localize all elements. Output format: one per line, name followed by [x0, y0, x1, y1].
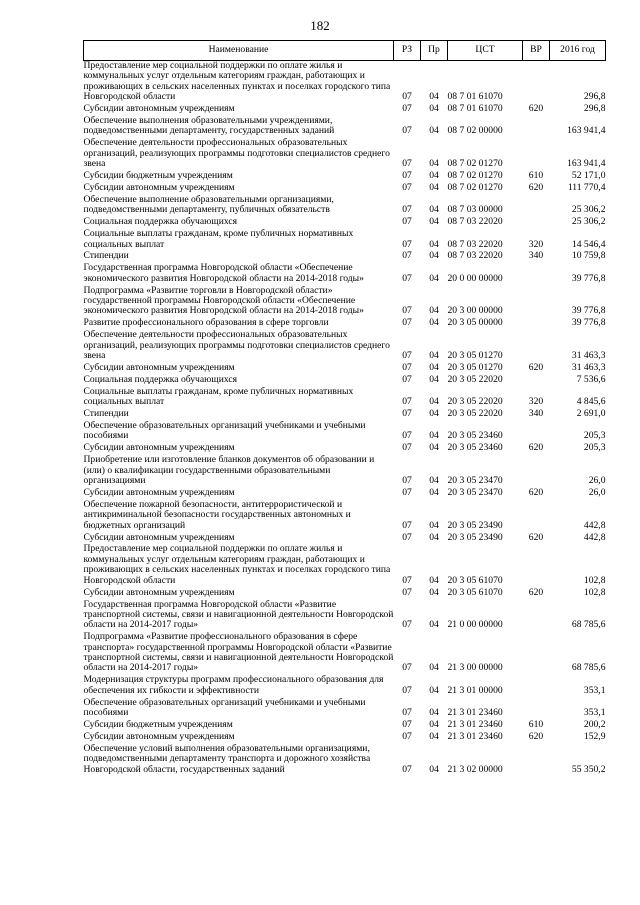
row-pr: 04: [429, 475, 439, 487]
row-amount: 26,0: [588, 486, 606, 498]
row-vr: 620: [528, 361, 544, 373]
row-rz: 07: [402, 158, 412, 170]
row-pr: 04: [429, 718, 439, 730]
row-amount: 296,8: [583, 91, 606, 103]
row-amount: 39 776,8: [571, 317, 606, 329]
row-name: Социальные выплаты гражданам, кроме публичных нормативных социальных выплат: [83, 385, 354, 408]
row-vr: 620: [528, 486, 544, 498]
budget-table: [83, 40, 606, 777]
row-name: Обеспечение пожарной безопасности, антитеррористической и антикриминальной безопасности государственных автономных и бюджетных организаций: [83, 498, 351, 531]
row-pr: 04: [429, 103, 439, 115]
row-vr: 320: [528, 396, 544, 408]
row-rz: 07: [402, 103, 412, 115]
row-name: Предоставление мер социальной поддержки по оплате жилья и коммунальных услуг отдельным категориям граждан, работающих и проживающих в сельских населенных пунктах и поселках городского типа Новгородской области: [83, 543, 391, 586]
row-amount: 296,8: [583, 103, 606, 115]
row-amount: 353,1: [583, 684, 606, 696]
row-cst: 20 3 05 22020: [447, 373, 503, 385]
table-row: [84, 732, 606, 744]
row-rz: 07: [402, 475, 412, 487]
row-rz: 07: [402, 684, 412, 696]
row-amount: 14 546,4: [571, 238, 606, 250]
row-amount: 442,8: [583, 519, 606, 531]
row-vr: [523, 138, 550, 171]
row-name: Приобретение или изготовление бланков документов об образовании и (или) о квалификации государственными образовательными организациями: [83, 454, 375, 487]
row-name: Субсидии автономным учреждениям: [83, 531, 235, 543]
row-cst: 20 3 05 23470: [447, 486, 503, 498]
row-cst: 20 3 05 61070: [447, 574, 503, 586]
row-name: Предоставление мер социальной поддержки по оплате жилья и коммунальных услуг отдельным категориям граждан, работающих и проживающих в сельских населенных пунктах и поселках городского типа Новгородской области: [83, 60, 391, 103]
row-amount: 31 463,3: [571, 350, 606, 362]
row-vr: [523, 455, 550, 488]
row-amount: 68 785,6: [571, 619, 606, 631]
row-cst: 21 3 01 00000: [447, 684, 503, 696]
row-pr: 04: [429, 486, 439, 498]
row-name: Социальная поддержка обучающихся: [83, 373, 238, 385]
row-name: Обеспечение деятельности профессиональных образовательных организаций, реализующих программы подготовки специалистов среднего звена: [83, 329, 390, 362]
row-pr: 04: [429, 170, 439, 182]
row-amount: 2 691,0: [576, 408, 606, 420]
row-cst: 08 7 01 61070: [447, 91, 503, 103]
row-amount: 442,8: [583, 531, 606, 543]
row-vr: 610: [528, 170, 544, 182]
row-vr: [523, 375, 550, 387]
row-rz: 07: [402, 373, 412, 385]
row-vr: [523, 286, 550, 319]
row-name: Субсидии автономным учреждениям: [83, 103, 235, 115]
row-cst: 08 7 03 22020: [447, 216, 503, 228]
table-row: [84, 286, 606, 319]
row-rz: 07: [402, 396, 412, 408]
row-amount: 163 941,4: [567, 125, 606, 137]
row-rz: 07: [402, 170, 412, 182]
row-vr: 620: [528, 442, 544, 454]
table-row: [84, 455, 606, 488]
row-pr: 04: [429, 272, 439, 284]
row-vr: [523, 318, 550, 330]
row-cst: 21 3 01 23460: [447, 730, 503, 742]
row-pr: 04: [429, 250, 439, 262]
table-row: [84, 600, 606, 633]
row-cst: 21 3 02 00000: [447, 763, 503, 775]
row-vr: [523, 263, 550, 285]
row-rz: 07: [402, 250, 412, 262]
row-rz: 07: [402, 361, 412, 373]
row-vr: [523, 675, 550, 697]
row-name: Социальные выплаты гражданам, кроме публичных нормативных социальных выплат: [83, 228, 354, 250]
row-rz: 07: [402, 125, 412, 137]
row-amount: 163 941,4: [567, 158, 606, 170]
row-name: Обеспечение выполнение образовательными организациями, подведомственными департаменту, публичных обязательств: [83, 193, 334, 216]
row-rz: 07: [402, 707, 412, 719]
row-cst: 20 3 05 22020: [447, 396, 503, 408]
row-amount: 31 463,3: [571, 361, 606, 373]
table-header-row: [84, 41, 606, 61]
row-name: Субсидии бюджетным учреждениям: [83, 170, 233, 182]
row-rz: 07: [402, 519, 412, 531]
column-header-cst: ЦСТ: [448, 41, 523, 61]
column-header-rz: РЗ: [394, 41, 421, 61]
row-pr: 04: [429, 763, 439, 775]
row-cst: 08 7 01 61070: [447, 103, 503, 115]
row-vr: [523, 500, 550, 533]
row-vr: 340: [528, 250, 544, 262]
row-amount: 102,8: [583, 574, 606, 586]
row-pr: 04: [429, 519, 439, 531]
row-name: Субсидии автономным учреждениям: [83, 730, 235, 742]
row-name: Социальная поддержка обучающихся: [83, 216, 238, 228]
row-name: Обеспечение образовательных организаций учебниками и учебными пособиями: [83, 696, 366, 719]
row-vr: 610: [528, 718, 544, 730]
row-name: Стипендии: [83, 250, 129, 262]
row-cst: 20 3 05 22020: [447, 408, 503, 420]
row-vr: 320: [528, 238, 544, 250]
row-pr: 04: [429, 373, 439, 385]
row-name: Субсидии бюджетным учреждениям: [83, 718, 233, 730]
row-cst: 20 3 05 23460: [447, 430, 503, 442]
row-rz: 07: [402, 408, 412, 420]
row-vr: 620: [528, 586, 544, 598]
row-vr: [523, 632, 550, 675]
row-name: Субсидии автономным учреждениям: [83, 486, 235, 498]
row-rz: 07: [402, 181, 412, 193]
row-pr: 04: [429, 396, 439, 408]
row-amount: 4 845,6: [576, 396, 606, 408]
row-rz: 07: [402, 204, 412, 216]
row-rz: 07: [402, 317, 412, 329]
row-cst: 20 3 00 00000: [447, 305, 503, 317]
row-cst: 20 3 05 23490: [447, 531, 503, 543]
table-row: [84, 698, 606, 720]
row-vr: 620: [528, 531, 544, 543]
row-name: Субсидии автономным учреждениям: [83, 442, 235, 454]
row-vr: [523, 698, 550, 720]
row-amount: 205,3: [583, 430, 606, 442]
row-amount: 10 759,8: [571, 250, 606, 262]
row-cst: 21 3 01 23460: [447, 718, 503, 730]
row-cst: 08 7 03 22020: [447, 238, 503, 250]
row-pr: 04: [429, 238, 439, 250]
row-pr: 04: [429, 317, 439, 329]
row-cst: 20 3 05 61070: [447, 586, 503, 598]
row-rz: 07: [402, 574, 412, 586]
row-amount: 353,1: [583, 707, 606, 719]
column-header-name: Наименование: [84, 41, 394, 61]
row-amount: 152,9: [583, 730, 606, 742]
row-name: Модернизация структуры программ профессионального образования для обеспечения их гибкости и эффективности: [83, 674, 384, 696]
row-vr: 620: [528, 181, 544, 193]
row-cst: 20 3 05 01270: [447, 361, 503, 373]
table-row: [84, 263, 606, 285]
row-name: Субсидии автономным учреждениям: [83, 586, 235, 598]
row-pr: 04: [429, 204, 439, 216]
table-row: [84, 421, 606, 443]
row-name: Развитие профессионального образования в сфере торговли: [83, 317, 329, 329]
row-cst: 20 3 05 23460: [447, 442, 503, 454]
row-rz: 07: [402, 586, 412, 598]
row-pr: 04: [429, 574, 439, 586]
row-vr: [523, 421, 550, 443]
row-cst: 08 7 02 01270: [447, 158, 503, 170]
row-rz: 07: [402, 305, 412, 317]
row-vr: [523, 600, 550, 633]
table-row: [84, 744, 606, 777]
row-cst: 20 3 05 00000: [447, 317, 503, 329]
row-pr: 04: [429, 730, 439, 742]
row-pr: 04: [429, 442, 439, 454]
row-pr: 04: [429, 430, 439, 442]
row-cst: 08 7 02 01270: [447, 181, 503, 193]
page-number: 182: [310, 18, 330, 33]
row-cst: 20 3 05 01270: [447, 350, 503, 362]
row-rz: 07: [402, 763, 412, 775]
row-name: Государственная программа Новгородской области «Развитие транспортной системы, связи и навигационной деятельности Новгородской области на 2014-2017 годы»: [83, 598, 394, 631]
row-rz: 07: [402, 718, 412, 730]
row-name: Обеспечение образовательных организаций учебниками и учебными пособиями: [83, 420, 366, 442]
row-name: Подпрограмма «Развитие профессионального образования в сфере транспорта» государственной программы Новгородской области «Развитие транспортной системы, связи и навигационной деятельности Новгородской области на 2014-2017 годы»: [83, 631, 394, 674]
row-amount: 26,0: [588, 475, 606, 487]
row-vr: 620: [528, 730, 544, 742]
row-rz: 07: [402, 430, 412, 442]
row-amount: 200,2: [583, 718, 606, 730]
table-row: [84, 500, 606, 533]
column-header-year: 2016 год: [550, 41, 606, 61]
table-row: [84, 195, 606, 217]
table-row: [84, 138, 606, 171]
row-amount: 111 770,4: [567, 181, 606, 193]
row-name: Подпрограмма «Развитие торговли в Новгородской области» государственной программы Новгородской области «Обеспечение экономического развития Новгородской области на 2014-2018 годы»: [83, 284, 364, 317]
row-amount: 39 776,8: [571, 272, 606, 284]
row-cst: 20 3 05 23470: [447, 475, 503, 487]
row-rz: 07: [402, 238, 412, 250]
row-cst: 20 0 00 00000: [447, 272, 503, 284]
row-rz: 07: [402, 662, 412, 674]
row-vr: [523, 195, 550, 217]
row-vr: 340: [528, 408, 544, 420]
row-pr: 04: [429, 216, 439, 228]
row-name: Субсидии автономным учреждениям: [83, 181, 235, 193]
row-vr: 620: [528, 103, 544, 115]
row-amount: 7 536,6: [576, 373, 606, 385]
table-row: [84, 675, 606, 697]
row-amount: 205,3: [583, 442, 606, 454]
column-header-pr: Пр: [421, 41, 448, 61]
row-cst: 08 7 02 01270: [447, 170, 503, 182]
table-row: [84, 387, 606, 409]
row-rz: 07: [402, 730, 412, 742]
row-name: Государственная программа Новгородской области «Обеспечение экономического развития Новгородской области на 2014-2018 годы»: [83, 262, 364, 284]
table-row: [84, 544, 606, 587]
row-cst: 20 3 05 23490: [447, 519, 503, 531]
row-pr: 04: [429, 684, 439, 696]
row-pr: 04: [429, 531, 439, 543]
row-rz: 07: [402, 442, 412, 454]
row-cst: 21 3 01 23460: [447, 707, 503, 719]
row-pr: 04: [429, 361, 439, 373]
row-cst: 08 7 02 00000: [447, 125, 503, 137]
row-name: Стипендии: [83, 408, 129, 420]
table-row: [84, 375, 606, 387]
row-pr: 04: [429, 350, 439, 362]
row-vr: [523, 330, 550, 363]
row-pr: 04: [429, 125, 439, 137]
row-rz: 07: [402, 272, 412, 284]
row-amount: 55 350,2: [571, 763, 606, 775]
row-pr: 04: [429, 707, 439, 719]
table-row: [84, 632, 606, 675]
row-rz: 07: [402, 216, 412, 228]
column-header-vr: ВР: [523, 41, 550, 61]
row-name: Обеспечение условий выполнения образовательными организациями, подведомственными департаменту транспорта и дорожного хозяйства Новгородской области, государственных заданий: [83, 742, 371, 775]
row-name: Обеспечение выполнения образовательными учреждениями, подведомственными департаменту, государственных заданий: [83, 115, 335, 137]
row-pr: 04: [429, 158, 439, 170]
row-rz: 07: [402, 486, 412, 498]
row-amount: 52 171,0: [571, 170, 606, 182]
row-vr: [523, 116, 550, 138]
row-cst: 08 7 03 22020: [447, 250, 503, 262]
row-amount: 25 306,2: [571, 204, 606, 216]
row-amount: 68 785,6: [571, 662, 606, 674]
row-pr: 04: [429, 408, 439, 420]
row-amount: 25 306,2: [571, 216, 606, 228]
table-row: [84, 229, 606, 251]
table-row: [84, 330, 606, 363]
row-cst: 21 3 00 00000: [447, 662, 503, 674]
row-vr: [523, 61, 550, 105]
row-pr: 04: [429, 586, 439, 598]
row-pr: 04: [429, 91, 439, 103]
row-name: Обеспечение деятельности профессиональных образовательных организаций, реализующих программы подготовки специалистов среднего звена: [83, 137, 390, 170]
row-rz: 07: [402, 91, 412, 103]
row-rz: 07: [402, 619, 412, 631]
row-rz: 07: [402, 350, 412, 362]
row-pr: 04: [429, 662, 439, 674]
row-pr: 04: [429, 305, 439, 317]
row-amount: 39 776,8: [571, 305, 606, 317]
row-vr: [523, 544, 550, 587]
row-cst: 08 7 03 00000: [447, 204, 503, 216]
row-cst: 21 0 00 00000: [447, 619, 503, 631]
row-name: Субсидии автономным учреждениям: [83, 361, 235, 373]
row-pr: 04: [429, 181, 439, 193]
table-row: [84, 116, 606, 138]
row-vr: [523, 744, 550, 777]
row-rz: 07: [402, 531, 412, 543]
row-vr: [523, 217, 550, 229]
table-row: [84, 61, 606, 105]
row-amount: 102,8: [583, 586, 606, 598]
table-body: [84, 61, 606, 777]
table-row: [84, 588, 606, 600]
row-pr: 04: [429, 619, 439, 631]
